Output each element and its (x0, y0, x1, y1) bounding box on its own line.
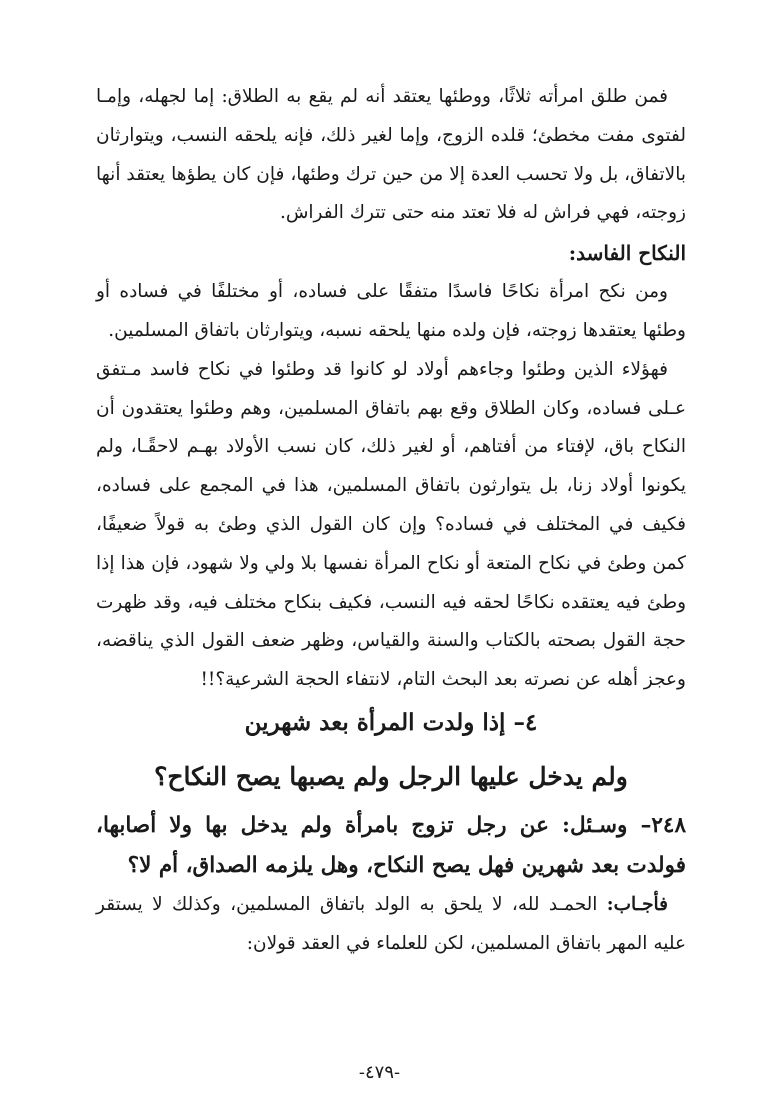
paragraph-invalid-marriage: ومن نكح امرأة نكاحًا فاسدًا متفقًا على فساده، أو مختلفًا في فساده أو وطئها يعتقدها زوجته، فإن ولده منها يلحقه نسبه، ويتوارثان باتفاق المسلمين. (96, 281, 686, 341)
answer-label: فأجـاب: (606, 893, 668, 915)
section-heading-line1: ٤– إذا ولدت المرأة بعد شهرين (244, 708, 538, 736)
page-number: -٤٧٩- (358, 1062, 401, 1083)
answer-text: الحمـد لله، لا يلحق به الولد باتفاق المسلمين، وكذلك لا يستقر عليه المهر باتفاق المسلمين، لكن للعلماء في العقد قولان: (96, 893, 686, 954)
page-content (96, 78, 686, 964)
question-248: ٢٤٨– وسـئل: عن رجل تزوج بامرأة ولم يدخل بها ولا أصابها، فولدت بعد شهرين فهل يصح النكاح، وهل يلزمه الصداق، أم لا؟ (96, 812, 686, 878)
paragraph-triple-divorce: فمن طلق امرأته ثلاثًا، ووطئها يعتقد أنه لم يقع به الطلاق: إما لجهله، وإمـا لفتوى مفت مخطئ؛ قلده الزوج، وإما لغير ذلك، فإنه يلحقه النسب، ويتوارثان بالاتفاق، بل ولا تحسب العدة إلا من حين ترك وطئها، فإن كان يطؤها يعتقد أنها زوجته، فهي فراش له فلا تعتد منه حتى تترك الفراش. (96, 86, 686, 224)
subheading-invalid-marriage: النكاح الفاسد: (568, 241, 686, 266)
section-heading-line2: ولم يدخل عليها الرجل ولم يصبها يصح النكاح؟ (154, 761, 628, 791)
paragraph-lineage: فهؤلاء الذين وطئوا وجاءهم أولاد لو كانوا قد وطئوا في نكاح فاسد مـتفق عـلى فساده، وكان الطلاق وقع بهم باتفاق المسلمين، وهم وطئوا يعتقدون أن النكاح باق، لإفتاء من أفتاهم، أو لغير ذلك، كان نسب الأولاد بهـم لاحقًـا، ولم يكونوا أولاد زنا، بل يتوارثون باتفاق المسلمين، هذا في المجمع على فساده، فكيف في المختلف في فساده؟ وإن كان القول الذي وطئ به قولاً ضعيفًا، كمن وطئ في نكاح المتعة أو نكاح المرأة نفسها بلا ولي ولا شهود، فإن هذا إذا وطئ فيه يعتقده نكاحًا لحقه فيه النسب، فكيف بنكاح مختلف فيه، وقد ظهرت حجة القول بصحته بالكتاب والسنة والقياس، وظهر ضعف القول الذي يناقضه، وعجز أهله عن نصرته بعد البحث التام، لانتفاء الحجة الشرعية؟!! (96, 358, 686, 691)
answer-paragraph (96, 886, 686, 964)
